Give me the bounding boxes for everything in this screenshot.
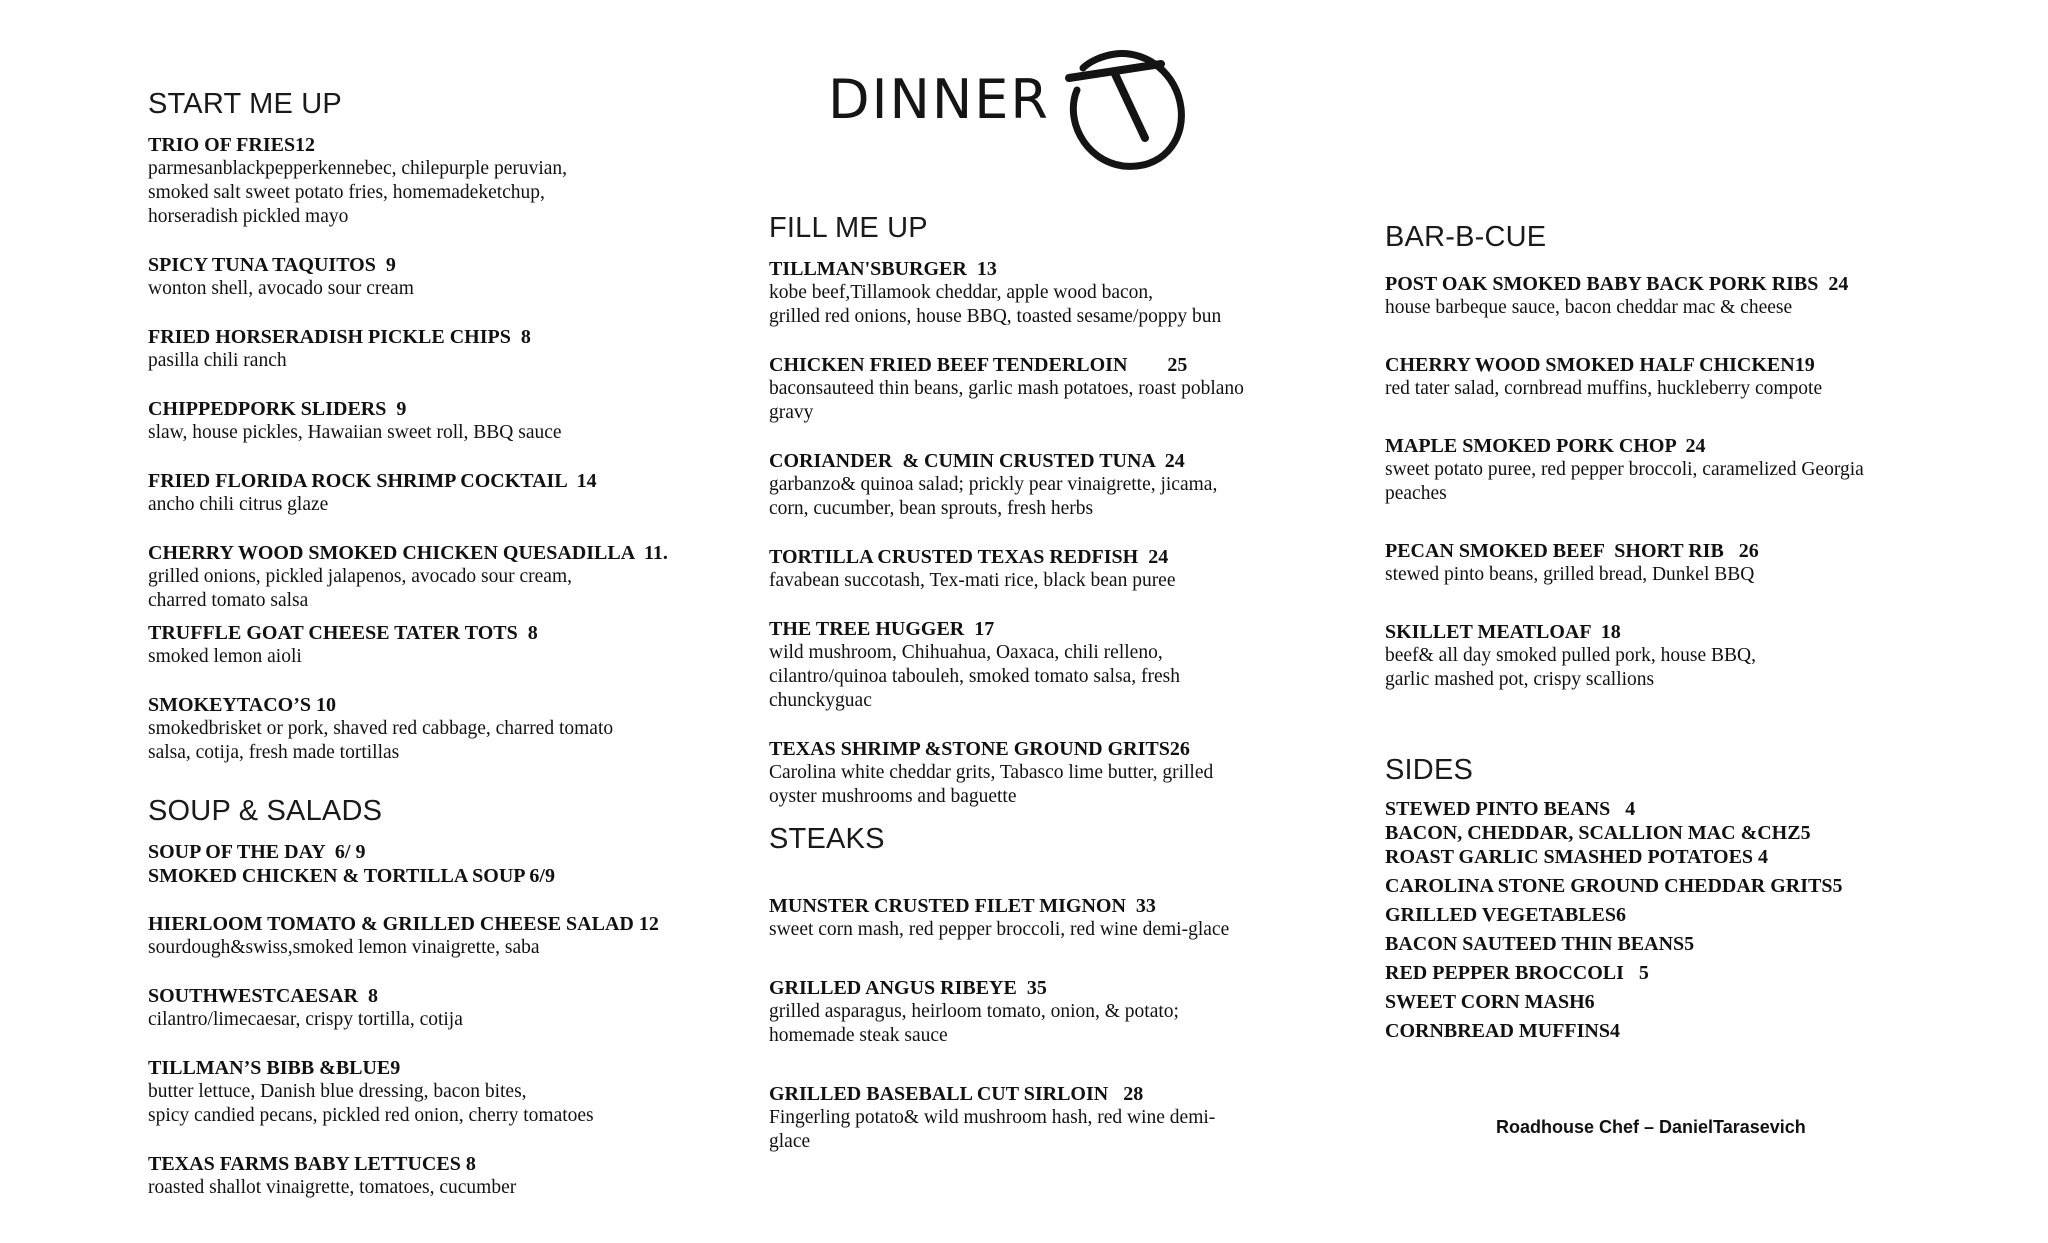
- menu-item-description: [769, 473, 1329, 521]
- description-line: garbanzo& quinoa salad; prickly pear vinaigrette, jicama,: [769, 474, 1218, 495]
- menu-item-name: GRILLED ANGUS RIBEYE 35: [769, 977, 1047, 999]
- menu-item: [769, 449, 1329, 521]
- side-item: SWEET CORN MASH6: [1385, 991, 1595, 1013]
- description-line: baconsauteed thin beans, garlic mash potatoes, roast poblano: [769, 378, 1244, 399]
- menu-item-name: MUNSTER CRUSTED FILET MIGNON 33: [769, 895, 1156, 917]
- middle-column: [769, 212, 1329, 1154]
- description-line: homemade steak sauce: [769, 1025, 948, 1046]
- menu-item: [148, 621, 748, 669]
- section-title: STEAKS: [769, 823, 885, 855]
- menu-item: [1385, 353, 1985, 401]
- description-line: red tater salad, cornbread muffins, huckleberry compote: [1385, 378, 1823, 399]
- menu-item-name: SPICY TUNA TAQUITOS 9: [148, 254, 396, 276]
- menu-item: [1385, 272, 1985, 320]
- menu-item-name: SOUTHWESTCAESAR 8: [148, 985, 379, 1007]
- menu-item-description: [148, 645, 748, 669]
- menu-item: [148, 133, 748, 229]
- menu-item: [148, 984, 748, 1032]
- menu-item-description: [1385, 644, 1985, 692]
- menu-item-name: MAPLE SMOKED PORK CHOP 24: [1385, 435, 1706, 457]
- menu-item-description: [769, 569, 1329, 593]
- menu-item-name: POST OAK SMOKED BABY BACK PORK RIBS 24: [1385, 273, 1849, 295]
- menu-item-name: TEXAS FARMS BABY LETTUCES 8: [148, 1153, 476, 1175]
- description-line: pasilla chili ranch: [148, 350, 287, 371]
- menu-item: [148, 1056, 748, 1128]
- menu-item-description: [148, 1008, 748, 1032]
- section-sides: [1385, 754, 1985, 1043]
- menu-item-name: TORTILLA CRUSTED TEXAS REDFISH 24: [769, 546, 1169, 568]
- menu-item-description: [769, 377, 1329, 425]
- description-line: chunckyguac: [769, 690, 872, 711]
- menu-item-description: [769, 1000, 1329, 1048]
- menu-item: [769, 737, 1329, 809]
- menu-item-description: [148, 936, 748, 960]
- description-line: sweet corn mash, red pepper broccoli, red wine demi-glace: [769, 919, 1230, 940]
- menu-item-description: [148, 349, 748, 373]
- side-item: BACON, CHEDDAR, SCALLION MAC &CHZ5: [1385, 822, 1811, 844]
- description-line: ancho chili citrus glaze: [148, 494, 329, 515]
- description-line: wild mushroom, Chihuahua, Oaxaca, chili relleno,: [769, 642, 1163, 663]
- description-line: peaches: [1385, 483, 1447, 504]
- logo-title: DINNER: [828, 68, 1050, 131]
- section-steaks: [769, 823, 1329, 1154]
- menu-item: [148, 541, 748, 613]
- menu-item-description: [148, 157, 748, 229]
- menu-item-name: PECAN SMOKED BEEF SHORT RIB 26: [1385, 540, 1759, 562]
- sides-list: [1385, 797, 1985, 1043]
- description-line: grilled red onions, house BBQ, toasted sesame/poppy bun: [769, 306, 1222, 327]
- menu-item: [769, 894, 1329, 942]
- description-line: sourdough&swiss,smoked lemon vinaigrette, saba: [148, 937, 540, 958]
- menu-item: [769, 545, 1329, 593]
- menu-item-description: [148, 1080, 748, 1128]
- description-line: garlic mashed pot, crispy scallions: [1385, 669, 1655, 690]
- description-line: cilantro/limecaesar, crispy tortilla, cotija: [148, 1009, 463, 1030]
- menu-item: [148, 864, 748, 888]
- section-start-me-up: [148, 88, 748, 765]
- section-bar-b-cue: [1385, 221, 1985, 692]
- menu-item-name: GRILLED BASEBALL CUT SIRLOIN 28: [769, 1083, 1144, 1105]
- menu-item-name: SOUP OF THE DAY 6/ 9: [148, 841, 366, 863]
- chef-credit: Roadhouse Chef – DanielTarasevich: [1496, 1117, 1806, 1137]
- side-item: BACON SAUTEED THIN BEANS5: [1385, 933, 1695, 955]
- menu-item-description: [1385, 296, 1985, 320]
- side-item: CAROLINA STONE GROUND CHEDDAR GRITS5: [1385, 875, 1843, 897]
- menu-item: [148, 912, 748, 960]
- description-line: favabean succotash, Tex-mati rice, black bean puree: [769, 570, 1176, 591]
- menu-item-description: [148, 421, 748, 445]
- description-line: salsa, cotija, fresh made tortillas: [148, 742, 400, 763]
- left-column: [148, 88, 748, 1200]
- section-title: BAR-B-CUE: [1385, 221, 1547, 253]
- description-line: grilled asparagus, heirloom tomato, onion, & potato;: [769, 1001, 1179, 1022]
- description-line: smoked salt sweet potato fries, homemadeketchup,: [148, 182, 545, 203]
- menu-item-name: CHIPPEDPORK SLIDERS 9: [148, 398, 407, 420]
- description-line: gravy: [769, 402, 814, 423]
- menu-item-name: CORIANDER & CUMIN CRUSTED TUNA 24: [769, 450, 1185, 472]
- t-circle-logo-icon: [1043, 38, 1193, 188]
- section-title: SOUP & SALADS: [148, 795, 383, 827]
- side-item: STEWED PINTO BEANS 4: [1385, 798, 1636, 820]
- menu-item-name: HIERLOOM TOMATO & GRILLED CHEESE SALAD 12: [148, 913, 659, 935]
- description-line: stewed pinto beans, grilled bread, Dunkel BBQ: [1385, 564, 1755, 585]
- description-line: oyster mushrooms and baguette: [769, 786, 1017, 807]
- menu-item: [148, 840, 748, 864]
- menu-item-description: [769, 281, 1329, 329]
- menu-item: [1385, 539, 1985, 587]
- description-line: beef& all day smoked pulled pork, house BBQ,: [1385, 645, 1756, 666]
- section-title: SIDES: [1385, 754, 1474, 786]
- menu-item-name: TRUFFLE GOAT CHEESE TATER TOTS 8: [148, 622, 538, 644]
- menu-item: [1385, 434, 1985, 506]
- menu-item: [769, 1082, 1329, 1154]
- menu-item: [148, 469, 748, 517]
- menu-item: [148, 253, 748, 301]
- menu-item-name: FRIED HORSERADISH PICKLE CHIPS 8: [148, 326, 531, 348]
- description-line: corn, cucumber, bean sprouts, fresh herbs: [769, 498, 1094, 519]
- section-title: FILL ME UP: [769, 212, 928, 244]
- menu-item: [148, 325, 748, 373]
- menu-item: [769, 617, 1329, 713]
- menu-item-description: [1385, 563, 1985, 587]
- description-line: spicy candied pecans, pickled red onion, cherry tomatoes: [148, 1105, 594, 1126]
- side-item: GRILLED VEGETABLES6: [1385, 904, 1627, 926]
- menu-item-name: FRIED FLORIDA ROCK SHRIMP COCKTAIL 14: [148, 470, 597, 492]
- section-soup-salads: [148, 795, 748, 1200]
- menu-item-name: CHERRY WOOD SMOKED HALF CHICKEN19: [1385, 354, 1815, 376]
- menu-item-description: [148, 717, 748, 765]
- menu-item-description: [148, 493, 748, 517]
- description-line: horseradish pickled mayo: [148, 206, 349, 227]
- menu-item-name: SMOKEYTACO’S 10: [148, 694, 336, 716]
- description-line: parmesanblackpepperkennebec, chilepurple peruvian,: [148, 158, 568, 179]
- menu-item: [769, 257, 1329, 329]
- menu-item-name: SKILLET MEATLOAF 18: [1385, 621, 1621, 643]
- menu-item: [148, 397, 748, 445]
- menu-item: [1385, 620, 1985, 692]
- description-line: wonton shell, avocado sour cream: [148, 278, 414, 299]
- description-line: smokedbrisket or pork, shaved red cabbage, charred tomato: [148, 718, 614, 739]
- description-line: Carolina white cheddar grits, Tabasco lime butter, grilled: [769, 762, 1214, 783]
- menu-item: [769, 976, 1329, 1048]
- description-line: slaw, house pickles, Hawaiian sweet roll, BBQ sauce: [148, 422, 562, 443]
- menu-item-description: [769, 1106, 1329, 1154]
- section-fill-me-up: [769, 212, 1329, 809]
- menu-item-name: TILLMAN’S BIBB &BLUE9: [148, 1057, 401, 1079]
- right-column: [1385, 221, 1985, 1043]
- description-line: smoked lemon aioli: [148, 646, 302, 667]
- menu-item-name: TEXAS SHRIMP &STONE GROUND GRITS26: [769, 738, 1190, 760]
- dinner-logo: [828, 38, 1198, 188]
- menu-item-description: [1385, 377, 1985, 401]
- menu-item-name: CHERRY WOOD SMOKED CHICKEN QUESADILLA 11.: [148, 542, 668, 564]
- menu-item: [769, 353, 1329, 425]
- description-line: glace: [769, 1131, 811, 1152]
- menu-item-description: [148, 1176, 748, 1200]
- menu-item-name: CHICKEN FRIED BEEF TENDERLOIN 25: [769, 354, 1188, 376]
- description-line: sweet potato puree, red pepper broccoli, caramelized Georgia: [1385, 459, 1864, 480]
- description-line: butter lettuce, Danish blue dressing, bacon bites,: [148, 1081, 527, 1102]
- side-item: RED PEPPER BROCCOLI 5: [1385, 962, 1649, 984]
- menu-item-description: [148, 277, 748, 301]
- description-line: grilled onions, pickled jalapenos, avocado sour cream,: [148, 566, 572, 587]
- description-line: roasted shallot vinaigrette, tomatoes, cucumber: [148, 1177, 517, 1198]
- menu-item: [148, 693, 748, 765]
- menu-item-description: [769, 918, 1329, 942]
- side-item: ROAST GARLIC SMASHED POTATOES 4: [1385, 846, 1769, 868]
- menu-item-name: TRIO OF FRIES12: [148, 134, 316, 156]
- description-line: Fingerling potato& wild mushroom hash, red wine demi-: [769, 1107, 1216, 1128]
- side-item: CORNBREAD MUFFINS4: [1385, 1020, 1620, 1042]
- section-title: START ME UP: [148, 88, 342, 120]
- menu-item-description: [769, 761, 1329, 809]
- description-line: kobe beef,Tillamook cheddar, apple wood bacon,: [769, 282, 1154, 303]
- menu-item-description: [1385, 458, 1985, 506]
- menu-item-name: SMOKED CHICKEN & TORTILLA SOUP 6/9: [148, 865, 555, 887]
- menu-item: [148, 1152, 748, 1200]
- description-line: cilantro/quinoa tabouleh, smoked tomato salsa, fresh: [769, 666, 1181, 687]
- description-line: charred tomato salsa: [148, 590, 309, 611]
- description-line: house barbeque sauce, bacon cheddar mac & cheese: [1385, 297, 1793, 318]
- menu-item-name: TILLMAN'SBURGER 13: [769, 258, 997, 280]
- menu-item-description: [148, 565, 748, 613]
- menu-item-description: [769, 641, 1329, 713]
- menu-item-name: THE TREE HUGGER 17: [769, 618, 995, 640]
